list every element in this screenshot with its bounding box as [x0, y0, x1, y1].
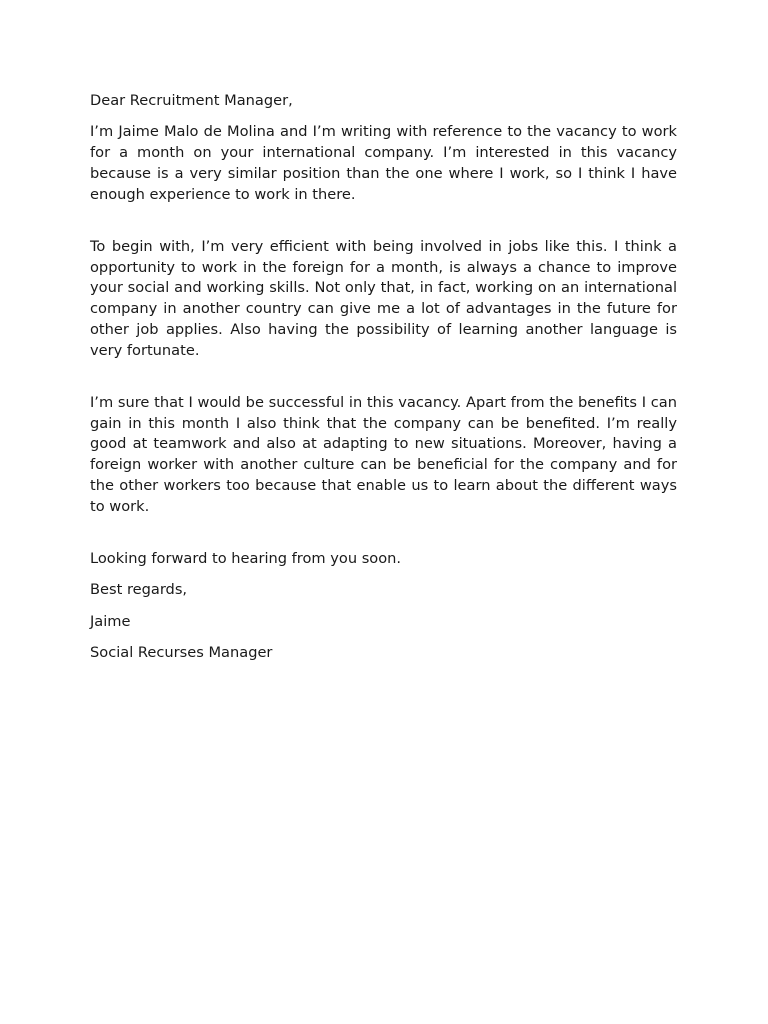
- letter-body: [90, 91, 677, 674]
- paragraph-gap: [90, 528, 677, 549]
- sign-off: Best regards,: [90, 581, 188, 599]
- paragraph-gap: [90, 216, 677, 237]
- paragraph-gap: [90, 372, 677, 393]
- signature-name: Jaime: [90, 612, 131, 630]
- greeting: Dear Recruitment Manager,: [90, 92, 293, 109]
- paragraph-motivation: To begin with, I’m very efficient with being involved in jobs like this. I think a opportunity to work in the foreign for a month, is always a chance to improve your social and working skills. Not only that, in fact, working on an international company in another country can give me a lot of advantages in the future for other job applies. Also having the possibility of learning another language is very fortunate.: [90, 237, 677, 359]
- signature-title: Social Recurses Manager: [90, 643, 273, 661]
- paragraph-benefits: I’m sure that I would be successful in this vacancy. Apart from the benefits I can gain in this month I also think that the company can be benefited. I’m really good at teamwork and also at adapting to new situations. Moreover, having a foreign worker with another culture can be beneficial for the company and for the other workers too because that enable us to learn about the different ways to work.: [90, 393, 677, 515]
- paragraph-intro: I’m Jaime Malo de Molina and I’m writing with reference to the vacancy to work for a month on your international company. I’m interested in this vacancy because is a very similar position than the one where I work, so I think I have enough experience to work in there.: [90, 123, 677, 203]
- closing-line: Looking forward to hearing from you soon.: [90, 549, 402, 567]
